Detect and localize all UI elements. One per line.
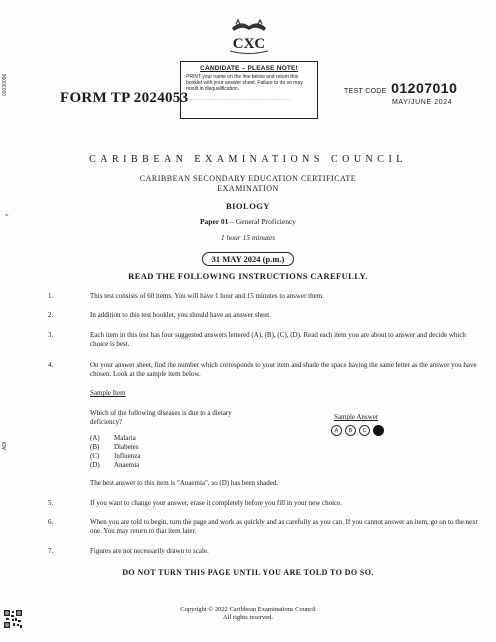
- paper-number: Paper 01: [199, 217, 229, 226]
- sample-item-label: Sample Item: [90, 389, 126, 397]
- council-name: CARIBBEAN EXAMINATIONS COUNCIL: [89, 154, 407, 165]
- form-number: FORM TP 2024053: [60, 90, 189, 106]
- subject-title: BIOLOGY: [225, 201, 271, 211]
- instruction-number: 6.: [48, 518, 54, 526]
- copyright-line2: All rights reserved.: [222, 614, 273, 621]
- paper-name: General Proficiency: [235, 217, 297, 226]
- sample-option: [90, 434, 136, 442]
- instruction-text: On your answer sheet, find the number which corresponds to your item and shade the space having the same letter as the answer you have chosen. Look at the sample item below.: [90, 361, 477, 378]
- instruction-number: 5.: [48, 499, 54, 507]
- option-text: Influenza: [114, 452, 141, 460]
- instruction-text: In addition to this test booklet, you should have an answer sheet.: [90, 311, 271, 319]
- exam-title-line2: EXAMINATION: [217, 184, 279, 193]
- option-letter: (D): [90, 461, 100, 469]
- sample-answer-bubbles: [331, 425, 384, 436]
- answer-bubble-b: B: [345, 425, 356, 436]
- sample-explanation: The best answer to this item is "Anaemia", so (D) has been shaded.: [90, 479, 279, 487]
- cxc-logo: [226, 18, 272, 56]
- candidate-notice-box: [180, 61, 318, 119]
- instruction-number: 7.: [48, 547, 54, 555]
- notice-body: PRINT your name on the line below and return this booklet with your answer sheet. Failure to do so may result in disqualification.: [186, 74, 303, 92]
- instruction-text: This test consists of 60 items. You will have 1 hour and 15 minutes to answer them.: [90, 292, 324, 300]
- sample-option: [90, 452, 140, 460]
- logo-text: CXC: [232, 36, 266, 52]
- instruction-number: 3.: [48, 331, 54, 339]
- exam-date-wrap: [0, 249, 496, 267]
- test-code-label: TEST CODE: [344, 88, 387, 95]
- answer-bubble-d: [373, 425, 384, 436]
- sample-option: [90, 461, 139, 469]
- option-letter: (B): [90, 443, 100, 451]
- sample-answer-label: Sample Answer: [334, 413, 379, 421]
- copyright-notice: [0, 606, 496, 622]
- instruction-text: Figures are not necessarily drawn to scale.: [90, 547, 209, 555]
- do-not-turn-warning: DO NOT TURN THIS PAGE UNTIL YOU ARE TOLD TO DO SO.: [122, 568, 374, 577]
- margin-code: ADI: [2, 441, 8, 450]
- test-code: [344, 80, 457, 98]
- exam-session: MAY/JUNE 2024: [392, 99, 453, 106]
- option-text: Anaemia: [114, 461, 140, 469]
- barcode-number: 02030056: [2, 73, 8, 96]
- exam-date: 31 MAY 2024 (p.m.): [202, 252, 295, 266]
- instruction-number: 4.: [48, 361, 54, 369]
- sample-option: [90, 443, 139, 451]
- option-letter: (C): [90, 452, 100, 460]
- option-text: Diabetes: [114, 443, 139, 451]
- test-code-value: 01207010: [391, 80, 458, 96]
- instruction-text: If you want to change your answer, erase it completely before you fill in your new choice.: [90, 499, 343, 507]
- instructions-heading: READ THE FOLLOWING INSTRUCTIONS CAREFULLY.: [128, 271, 368, 281]
- candidate-name-line: ............................................: [186, 96, 292, 102]
- margin-mark: =: [5, 213, 9, 219]
- option-text: Malaria: [114, 434, 136, 442]
- sample-question: Which of the following diseases is due to a dietary deficiency?: [90, 409, 232, 426]
- instruction-number: 1.: [48, 292, 54, 300]
- instruction-number: 2.: [48, 311, 54, 319]
- option-letter: (A): [90, 434, 100, 442]
- paper-title: Paper 01 – General Proficiency: [199, 217, 297, 226]
- copyright-line1: Copyright © 2022 Caribbean Examinations Council: [180, 606, 316, 613]
- exam-duration: 1 hour 15 minutes: [220, 233, 276, 242]
- instruction-text: When you are told to begin, turn the page and work as quickly and as carefully as you can. If you cannot answer an item, go on to the next one. You may return to that item later.: [90, 518, 478, 535]
- answer-bubble-c: C: [359, 425, 370, 436]
- exam-title-line1: CARIBBEAN SECONDARY EDUCATION CERTIFICATE: [139, 174, 357, 183]
- notice-title: CANDIDATE – PLEASE NOTE!: [200, 65, 298, 72]
- instruction-text: Each item in this test has four suggested answers lettered (A), (B), (C), (D). Read each item you are about to answer and decide which choice is best.: [90, 331, 466, 348]
- exam-title: [0, 174, 496, 194]
- answer-bubble-a: A: [331, 425, 342, 436]
